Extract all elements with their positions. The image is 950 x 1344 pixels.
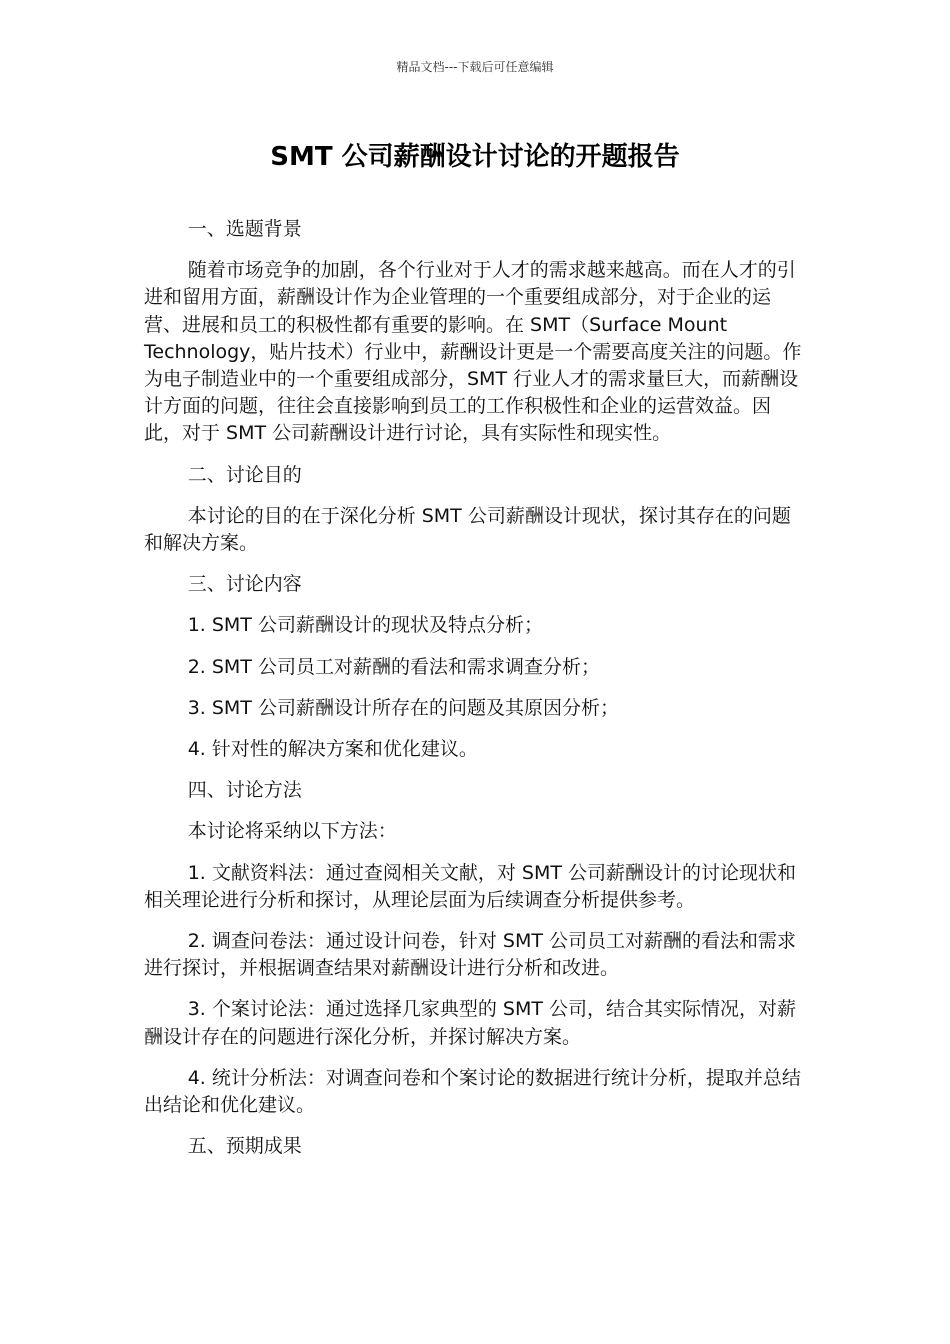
list-item-content-2: 2. SMT 公司员工对薪酬的看法和需求调查分析； <box>187 655 600 678</box>
page-title: SMT 公司薪酬设计讨论的开题报告 <box>270 142 680 172</box>
section-heading-background: 一、选题背景 <box>187 218 302 240</box>
document-body <box>144 216 808 1174</box>
list-item-method-1: 1. 文献资料法：通过查阅相关文献，对 SMT 公司薪酬设计的讨论现状和相关理论进行分析和探讨，从理论层面为后续调查分析提供参考。 <box>144 861 796 911</box>
list-item-content-3: 3. SMT 公司薪酬设计所存在的问题及其原因分析； <box>187 696 619 719</box>
section-heading-content: 三、讨论内容 <box>187 573 302 596</box>
header-note: 精品文档---下载后可任意编辑 <box>396 60 554 74</box>
section-heading-purpose: 二、讨论目的 <box>187 463 302 486</box>
section-heading-methods: 四、讨论方法 <box>187 779 302 802</box>
list-item-content-4: 4. 针对性的解决方案和优化建议。 <box>187 738 478 761</box>
list-item-method-4: 4. 统计分析法：对调查问卷和个案讨论的数据进行统计分析，提取并总结出结论和优化建议。 <box>144 1066 801 1117</box>
list-item-method-3: 3. 个案讨论法：通过选择几家典型的 SMT 公司，结合其实际情况，对薪酬设计存在的问题进行深化分析，并探讨解决方案。 <box>144 998 796 1048</box>
paragraph-background: 随着市场竞争的加剧，各个行业对于人才的需求越来越高。而在人才的引进和留用方面，薪酬设计作为企业管理的一个重要组成部分，对于企业的运营、进展和员工的积极性都有重要的影响。在 SMT（Surface Mount Technology，贴片技术）行业中，薪酬设计更是一个需要高度关注的问题。作为电子制造业中的一个重要组成部分，SMT 行业人才的需求量巨大，而薪酬设计方面的问题，往往会直接影响到员工的工作积极性和企业的运营效益。因此，对于 SMT 公司薪酬设计进行讨论，具有实际性和现实性。 <box>144 259 802 445</box>
paragraph-methods-intro: 本讨论将采纳以下方法： <box>187 820 397 843</box>
list-item-content-1: 1. SMT 公司薪酬设计的现状及特点分析； <box>187 614 543 637</box>
paragraph-purpose: 本讨论的目的在于深化分析 SMT 公司薪酬设计现状，探讨其存在的问题和解决方案。 <box>144 504 791 555</box>
list-item-method-2: 2. 调查问卷法：通过设计问卷，针对 SMT 公司员工对薪酬的看法和需求进行探讨，并根据调查结果对薪酬设计进行分析和改进。 <box>144 930 796 980</box>
section-heading-expected-results: 五、预期成果 <box>187 1135 302 1158</box>
